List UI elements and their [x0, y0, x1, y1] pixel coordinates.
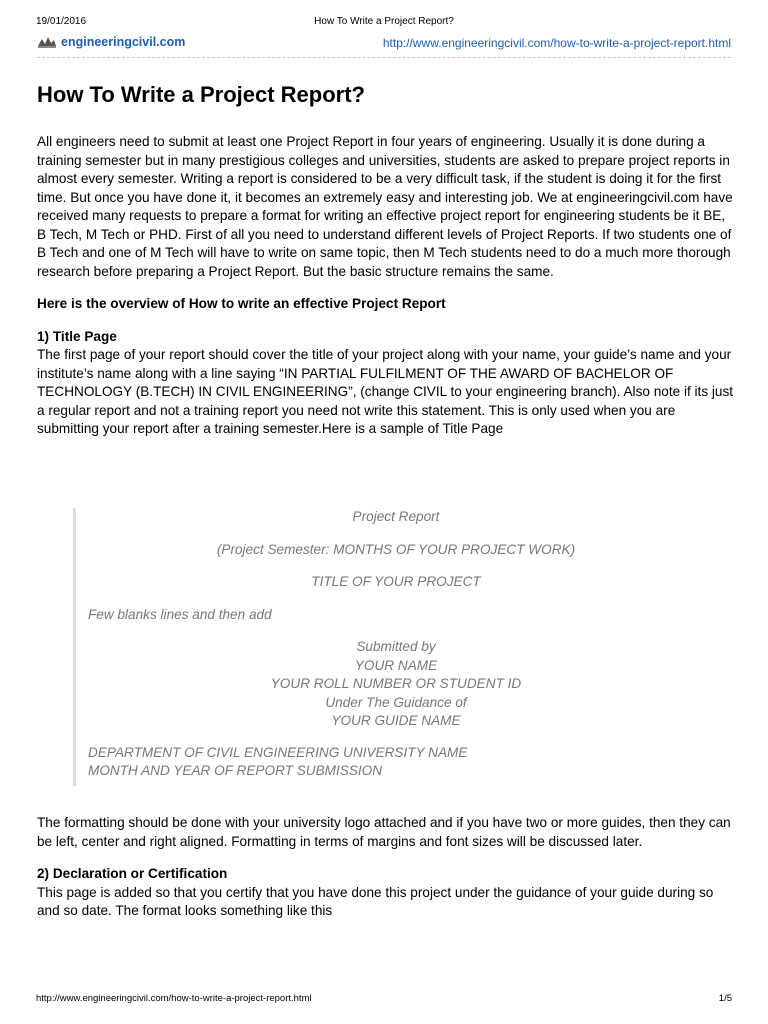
article-title: How To Write a Project Report?: [37, 82, 365, 107]
sample-line: Few blanks lines and then add: [88, 606, 272, 622]
site-logo-icon: [37, 35, 57, 49]
sample-line: TITLE OF YOUR PROJECT: [311, 574, 481, 589]
print-page-title: How To Write a Project Report?: [314, 16, 454, 27]
section-title-page-heading: 1) Title Page: [37, 328, 117, 344]
intro-paragraph: All engineers need to submit at least one Project Report in four years of engineering. Usually it is done during a training semester but in many prestigious colleges and universities, students are asked to prepare project reports in almost every semester. Writing a report is considered to be a very difficult task, if the student is doing it for the first time. But once you have done it, it becomes an extremely easy and interesting job. We at engineeringcivil.com have received many requests to prepare a format for writing an effective project report for engineering students be it BE, B Tech, M Tech or PHD. First of all you need to understand different levels of Project Reports. If two students one of B Tech and one of M Tech will have to write on same topic, then M Tech students need to do a much more thorough research before preparing a Project Report. But the basic structure remains the same.: [37, 134, 733, 279]
sample-line: (Project Semester: MONTHS OF YOUR PROJECT WORK): [216, 541, 576, 557]
overview-heading: Here is the overview of How to write an effective Project Report: [37, 296, 446, 311]
site-bar: [37, 35, 731, 53]
print-date: 19/01/2016: [36, 16, 87, 27]
formatting-note: The formatting should be done with your university logo attached and if you have two or more guides, then they can be left, center and right aligned. Formatting in terms of margins and font sizes will be discussed later.: [37, 815, 731, 849]
section-declaration-heading: 2) Declaration or Certification: [37, 866, 228, 881]
print-footer: [36, 993, 732, 1007]
sample-line: Project Report: [352, 509, 440, 524]
sample-line: Submitted by: [356, 639, 436, 654]
print-header: [36, 16, 732, 30]
article-body-continued: [37, 814, 737, 921]
title-page-sample: [73, 508, 716, 786]
sample-line: DEPARTMENT OF CIVIL ENGINEERING UNIVERSITY NAME: [88, 744, 468, 760]
site-logo[interactable]: [37, 35, 185, 49]
footer-page-number: 1/5: [718, 993, 732, 1004]
sample-line: MONTH AND YEAR OF REPORT SUBMISSION: [88, 763, 383, 778]
site-url-link[interactable]: http://www.engineeringcivil.com/how-to-write-a-project-report.html: [382, 36, 731, 50]
sample-line: YOUR ROLL NUMBER OR STUDENT ID: [270, 676, 522, 691]
sample-line: YOUR NAME: [354, 657, 438, 673]
sample-line: YOUR GUIDE NAME: [331, 713, 461, 728]
header-divider: [37, 57, 731, 58]
section-title-page-text: The first page of your report should cover the title of your project along with your name, your guide’s name and your institute’s name along with a line saying “IN PARTIAL FULFILMENT OF THE AWARD OF BACHELOR OF TECHNOLOGY (B.TECH) IN CIVIL ENGINEERING”, (change CIVIL to your engineering branch). Also note if its just a regular report and not a training report you need not write this statement. This is only used when you are submitting your report after a training semester.Here is a sample of Title Page: [37, 347, 734, 436]
section-declaration-text: This page is added so that you certify that you have done this project under the guidance of your guide during so and so date. The format looks something like this: [37, 884, 714, 918]
article-body: [37, 133, 737, 439]
sample-line: Under The Guidance of: [325, 694, 467, 710]
footer-url: http://www.engineeringcivil.com/how-to-write-a-project-report.html: [36, 993, 312, 1004]
site-name[interactable]: engineeringcivil.com: [61, 35, 186, 49]
